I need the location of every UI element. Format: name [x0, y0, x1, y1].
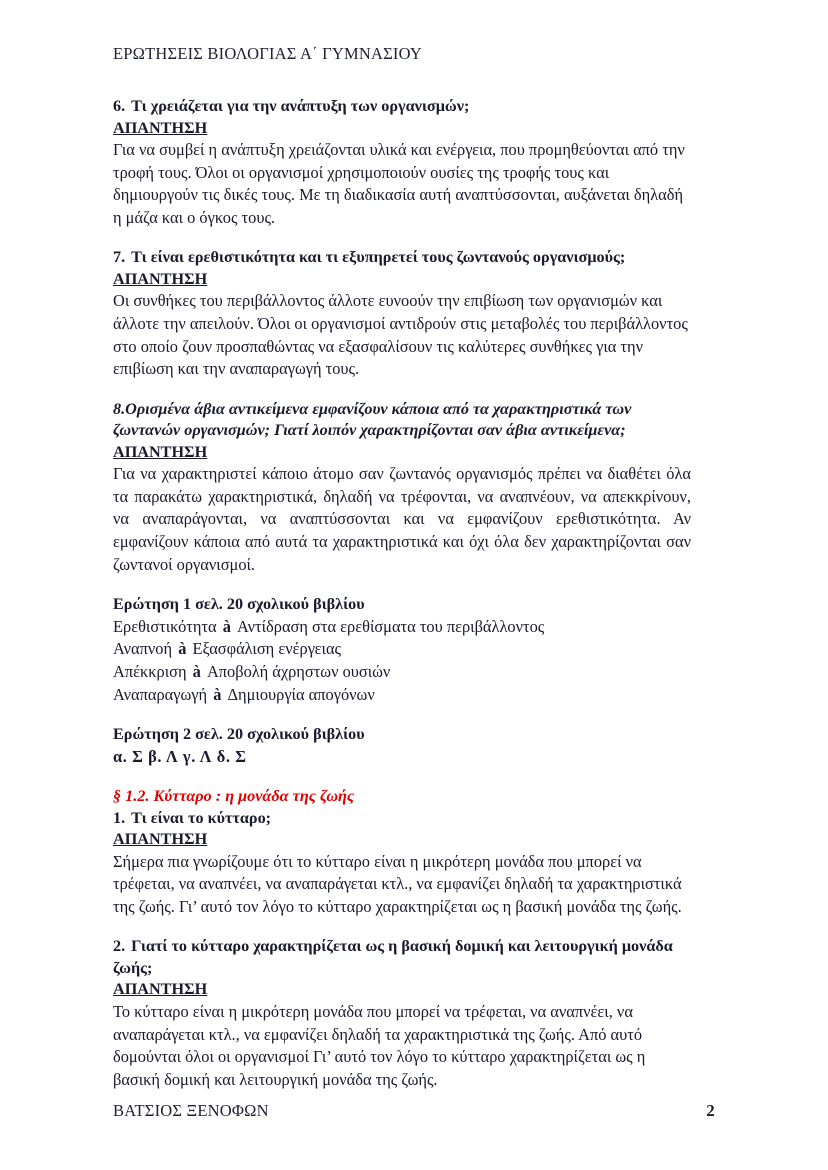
running-head: ΕΡΩΤΗΣΕΙΣ ΒΙΟΛΟΓΙΑΣ Α΄ ΓΥΜΝΑΣΙΟΥ — [113, 44, 423, 63]
answer-label-s2: ΑΠΑΝΤΗΣΗ — [113, 980, 208, 999]
pair-term: Αναπνοή — [113, 639, 173, 659]
pair-definition: Δημιουργία απογόνων — [227, 684, 375, 704]
question-8-heading — [113, 399, 691, 442]
spacer — [113, 918, 691, 936]
question-8-answer: Για να χαρακτηριστεί κάποιο άτομο σαν ζωντανός οργανισμός πρέπει να διαθέτει όλα τα παρακάτω χαρακτηριστικά, δηλαδή να τρέφονται, να αναπνέουν, να απεκκρίνουν, να αναπαράγονται, να αναπτύσσονται και να εμφανίζουν ερεθιστικότητα. Αν εμφανίζουν κάποια από αυτά τα χαρακτηριστικά και όχι όλα δεν χαρακτηρίζονται σαν ζωντανοί οργανισμοί. — [113, 464, 691, 574]
answer-label-6: ΑΠΑΝΤΗΣΗ — [113, 118, 208, 137]
section-question-1-answer: Σήμερα πια γνωρίζουμε ότι το κύτταρο είναι η μικρότερη μονάδα που μπορεί να τρέφεται, να αναπνέει, να αναπαράγεται κτλ., να εμφανίζει δηλαδή τα χαρακτηριστικά της ζωής. Γι’ αυτό τον λόγο το κύτταρο χαρακτηρίζεται ως η βασική μονάδα της ζωής. — [113, 851, 682, 916]
section-question-2-heading — [113, 936, 691, 979]
page-footer — [113, 1100, 715, 1122]
exercise-2-block — [113, 724, 691, 768]
question-8-number: 8. — [113, 399, 126, 418]
pair-term: Απέκκριση — [113, 661, 187, 681]
question-block-8 — [113, 399, 691, 576]
question-7-title: Τι είναι ερεθιστικότητα και τι εξυπηρετεί τους ζωντανούς οργανισμούς; — [131, 248, 626, 267]
section-question-2-number: 2. — [113, 937, 126, 956]
spacer — [113, 768, 691, 786]
spacer — [113, 381, 691, 399]
section-question-1-number: 1. — [113, 808, 126, 827]
section-question-1-heading — [113, 808, 691, 830]
question-6-number: 6. — [113, 97, 126, 115]
exercise-2-answers: α. Σ β. Λ γ. Λ δ. Σ — [113, 746, 247, 766]
arrow-icon: à — [178, 639, 187, 659]
pair-term: Ερεθιστικότητα — [113, 616, 217, 636]
exercise-1-block — [113, 594, 691, 706]
section-question-2-answer: Το κύτταρο είναι η μικρότερη μονάδα που μπορεί να τρέφεται, να αναπνέει, να αναπαράγεται κτλ., να εμφανίζει δηλαδή τα χαρακτηριστικά της ζωής. Από αυτό δομούνται όλοι οι οργανισμοί Γι’ αυτό τον λόγο το κύτταρο χαρακτηρίζεται ως η βασική δομική και λειτουργική μονάδα της ζωής. — [113, 1001, 646, 1089]
pair-definition: Εξασφάλιση ενέργειας — [192, 639, 342, 659]
section-1-2-block — [113, 786, 691, 918]
answer-label-s1: ΑΠΑΝΤΗΣΗ — [113, 830, 208, 849]
question-7-number: 7. — [113, 248, 126, 267]
question-6-heading — [113, 96, 691, 118]
exercise-1-pair — [113, 661, 691, 684]
question-6-answer: Για να συμβεί η ανάπτυξη χρειάζονται υλικά και ενέργεια, που προμηθεύονται από την τροφή τους. Όλοι οι οργανισμοί χρησιμοποιούν ουσίες της τροφής τους και δημιουργούν τις δικές τους. Με τη διαδικασία αυτή αναπτύσσονται, αυξάνεται δηλαδή η μάζα και ο όγκος τους. — [113, 140, 685, 227]
question-7-answer: Οι συνθήκες του περιβάλλοντος άλλοτε ευνοούν την επιβίωση των οργανισμών και άλλοτε την απειλούν. Όλοι οι οργανισμοί αντιδρούν στις μεταβολές του περιβάλλοντος στο οποίο ζουν προσπαθώντας να εξασφαλίσουν τις καλύτερες συνθήκες για την επιβίωση και την αναπαραγωγή τους. — [113, 291, 688, 379]
section-1-2-heading: § 1.2. Κύτταρο : η μονάδα της ζωής — [113, 787, 355, 806]
question-6-title: Τι χρειάζεται για την ανάπτυξη των οργανισμών; — [131, 97, 470, 115]
spacer — [113, 229, 691, 247]
section-question-2-block — [113, 936, 691, 1091]
answer-label-7: ΑΠΑΝΤΗΣΗ — [113, 269, 208, 288]
pair-definition: Αποβολή άχρηστων ουσιών — [206, 661, 391, 681]
pair-term: Αναπαραγωγή — [113, 684, 208, 704]
document-body — [113, 96, 691, 1091]
pair-definition: Αντίδραση στα ερεθίσματα του περιβάλλοντος — [237, 616, 545, 636]
exercise-2-heading: Ερώτηση 2 σελ. 20 σχολικού βιβλίου — [113, 725, 365, 744]
exercise-1-pair — [113, 638, 691, 661]
question-8-title: Ορισμένα άβια αντικείμενα εμφανίζουν κάποια από τα χαρακτηριστικά των ζωντανών οργανισμών; Γιατί λοιπόν χαρακτηρίζονται σαν άβια αντικείμενα; — [113, 399, 632, 440]
footer-author: ΒΑΤΣΙΟΣ ΞΕΝΟΦΩΝ — [113, 1101, 269, 1120]
exercise-1-heading: Ερώτηση 1 σελ. 20 σχολικού βιβλίου — [113, 595, 365, 614]
question-block-6 — [113, 96, 691, 229]
question-7-heading — [113, 247, 691, 269]
exercise-1-pair — [113, 616, 691, 639]
section-question-1-title: Τι είναι το κύτταρο; — [131, 808, 272, 827]
question-block-7 — [113, 247, 691, 380]
arrow-icon: à — [192, 661, 201, 681]
footer-page-number: 2 — [706, 1101, 715, 1120]
section-question-2-title: Γιατί το κύτταρο χαρακτηρίζεται ως η βασική δομική και λειτουργική μονάδα ζωής; — [113, 937, 673, 977]
arrow-icon: à — [222, 616, 231, 636]
spacer — [113, 706, 691, 724]
exercise-1-pair — [113, 684, 691, 707]
spacer — [113, 576, 691, 594]
answer-label-8: ΑΠΑΝΤΗΣΗ — [113, 442, 208, 461]
arrow-icon: à — [213, 684, 222, 704]
